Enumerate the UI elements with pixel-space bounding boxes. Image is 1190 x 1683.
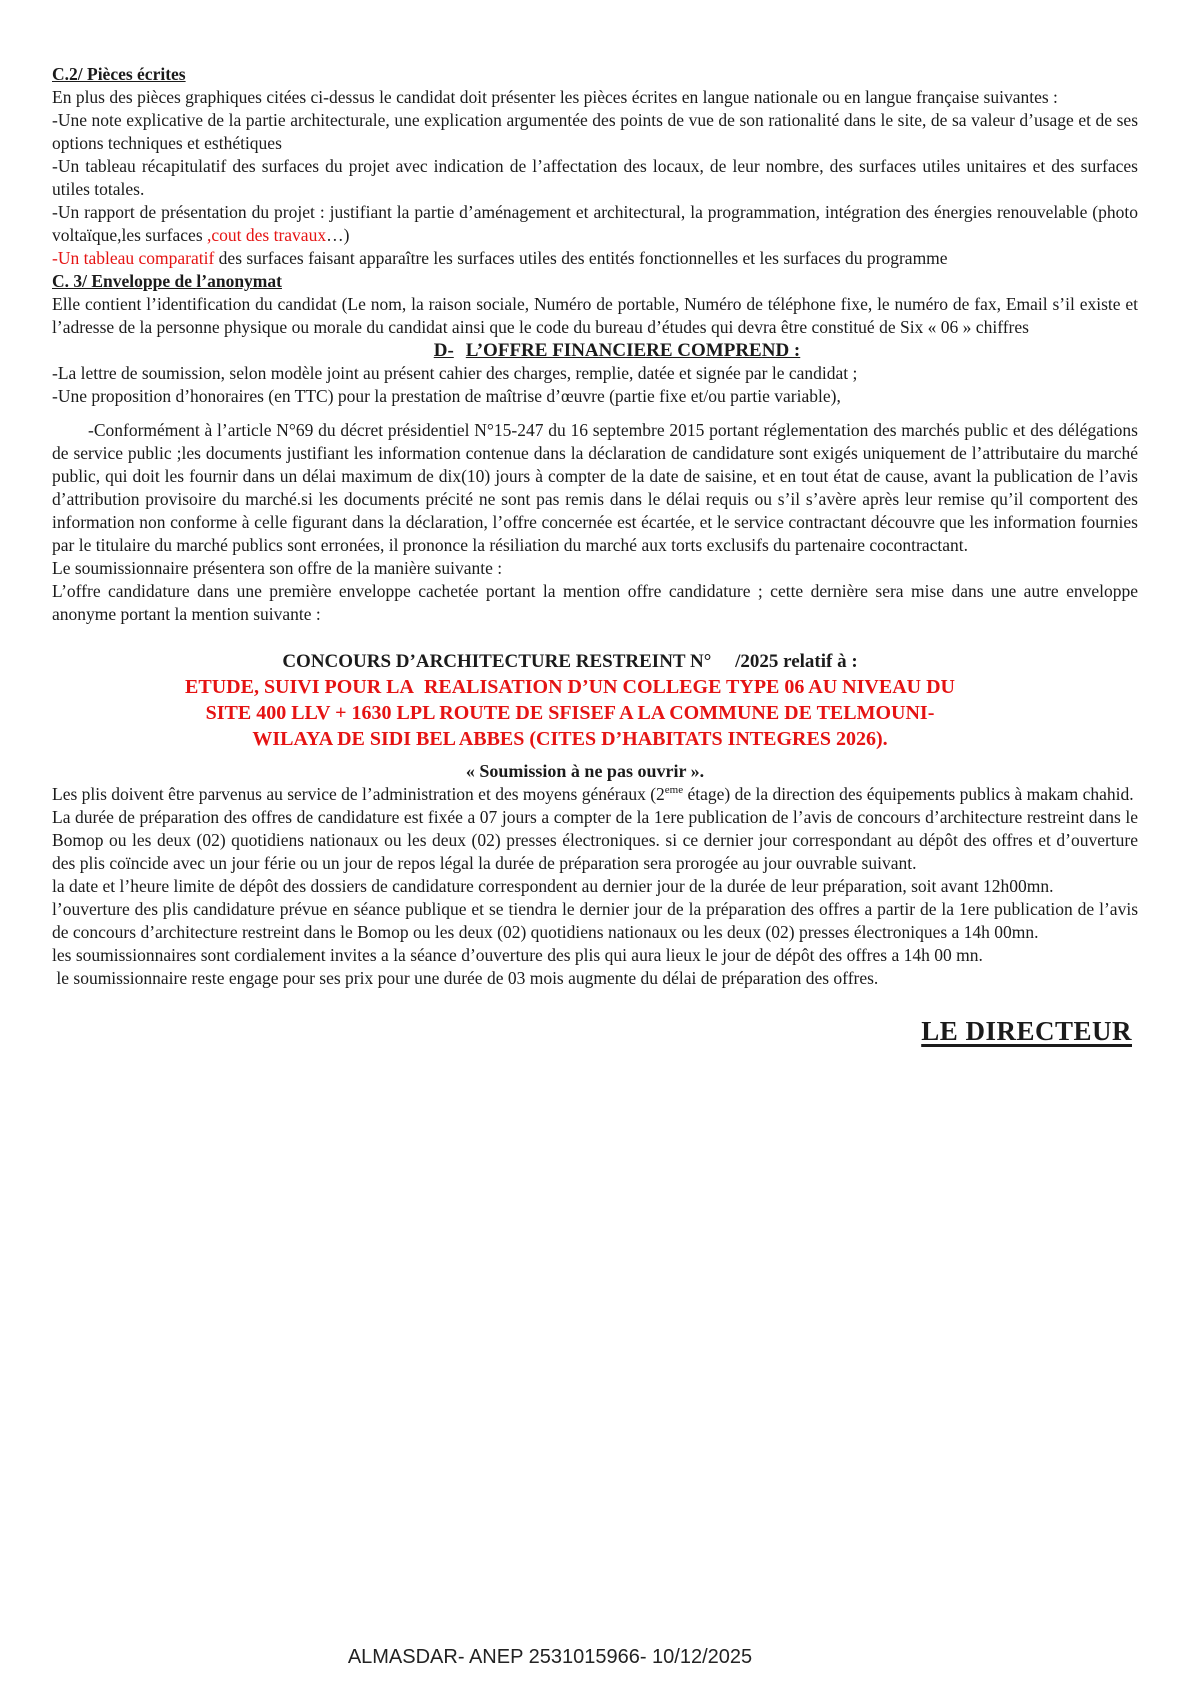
rapport-text-end: …) <box>326 225 350 245</box>
notice-title-concours: CONCOURS D’ARCHITECTURE RESTREINT N° /2025 relatif à : <box>282 651 858 672</box>
list-item-note-explicative: -Une note explicative de la partie architecturale, une explication argumentée des points de vue de son rationalité dans le site, de sa valeur d’usage et de ses options techniques et esthétiques <box>52 110 1138 153</box>
paragraph-conformement-article-69: -Conformément à l’article N°69 du décret présidentiel N°15-247 du 16 septembre 2015 portant réglementation des marchés public et des délégations de service public ;les documents justifiant les information contenue dans la déclaration de candidature sont exigés uniquement de l’attributaire du marché public, qui doit les fournir dans un délai maximum de dix(10) jours à compter de la date de saisine, et en tout état de cause, avant la publication de l’avis d’attribution provisoire du marché.si les documents précité ne sont pas remis dans le délai requis ou s’il s’avère après leur remise qu’il comportent des information non conforme à celle figurant dans la déclaration, l’offre concernée est écartée, et le service contractant découvre que les information fournies par le titulaire du marché publics sont erronées, il prononce la résiliation du marché aux torts exclusifs du partenaire cocontractant. <box>52 420 1138 555</box>
notice-block <box>52 649 1088 752</box>
notice-red-line-3: WILAYA DE SIDI BEL ABBES (CITES D’HABITATS INTEGRES 2026). <box>252 728 888 750</box>
list-item-proposition-honoraires: -Une proposition d’honoraires (en TTC) pour la prestation de maîtrise d’œuvre (partie fixe et/ou partie variable), <box>52 386 841 406</box>
list-item-rapport-presentation <box>52 201 1138 247</box>
footer-anep-reference: ALMASDAR- ANEP 2531015966- 10/12/2025 <box>347 1646 753 1668</box>
notice-red-line-1: ETUDE, SUIVI POUR LA REALISATION D’UN COLLEGE TYPE 06 AU NIVEAU DU <box>185 676 955 698</box>
superscript-eme: eme <box>664 784 684 797</box>
list-item-tableau-comparatif <box>52 247 1138 270</box>
red-text-tableau-comparatif: -Un tableau comparatif <box>52 248 215 268</box>
section-c3-heading-text: C. 3/ Enveloppe de l’anonymat <box>52 271 282 291</box>
paragraph-invitation-seance: les soumissionnaires sont cordialement invites a la séance d’ouverture des plis qui aura lieux le jour de dépôt des offres a 14h 00 mn. <box>52 945 983 965</box>
signature-le-directeur: LE DIRECTEUR <box>921 1016 1132 1046</box>
red-text-cout-travaux: ,cout des travaux <box>207 225 327 245</box>
list-item-lettre-soumission: -La lettre de soumission, selon modèle joint au présent cahier des charges, remplie, datée et signée par le candidat ; <box>52 363 858 383</box>
paragraph-ouverture-plis: l’ouverture des plis candidature prévue en séance publique et se tiendra le dernier jour de la préparation des offres a partir de la 1ere publication de l’avis de concours d’architecture restreint dans le Bomop ou les deux (02) quotidiens nationaux ou les deux (02) presses électroniques a 14h 00mn. <box>52 899 1138 942</box>
section-c2-heading-text: C.2/ Pièces écrites <box>52 64 186 84</box>
paragraph-enveloppe-candidature: L’offre candidature dans une première enveloppe cachetée portant la mention offre candidature ; cette dernière sera mise dans une autre enveloppe anonyme portant la mention suivante : <box>52 581 1138 624</box>
section-c3-heading <box>52 270 1138 293</box>
soumission-line: « Soumission à ne pas ouvrir ». <box>465 761 705 781</box>
notice-red-line-2: SITE 400 LLV + 1630 LPL ROUTE DE SFISEF A LA COMMUNE DE TELMOUNI- <box>205 702 935 724</box>
section-d-title: L’OFFRE FINANCIERE COMPREND : <box>465 340 801 361</box>
section-d-heading <box>52 339 1138 362</box>
plis-text-2: étage) de la direction des équipements publics à makam chahid. <box>683 784 1134 804</box>
paragraph-pieces-intro: En plus des pièces graphiques citées ci-dessus le candidat doit présenter les pièces écrites en langue nationale ou en langue française suivantes : <box>52 87 1058 107</box>
signature-block <box>52 1016 1138 1046</box>
paragraph-engagement-prix: le soumissionnaire reste engage pour ses prix pour une durée de 03 mois augmente du délai de préparation des offres. <box>52 968 879 988</box>
section-c2-heading <box>52 63 1138 86</box>
paragraph-plis-adresse <box>52 783 1138 806</box>
paragraph-enveloppe-anonymat: Elle contient l’identification du candidat (Le nom, la raison sociale, Numéro de portable, Numéro de téléphone fixe, le numéro de fax, Email s’il existe et l’adresse de la personne physique ou morale du candidat ainsi que le code du bureau d’études qui devra être constitué de Six « 06 » chiffres <box>52 294 1138 337</box>
paragraph-duree-preparation: La durée de préparation des offres de candidature est fixée a 07 jours a compter de la 1ere publication de l’avis de concours d’architecture restreint dans le Bomop ou les deux (02) quotidiens nationaux ou les deux (02) presses électroniques. si ce dernier jour correspondant au dépôt des offres et d’ouverture des plis coïncide avec un jour férie ou un jour de repos légal la durée de préparation sera prorogée au jour ouvrable suivant. <box>52 807 1138 873</box>
section-d-letter: D- <box>433 340 454 361</box>
plis-text-1: Les plis doivent être parvenus au service de l’administration et des moyens généraux (2 <box>52 784 665 804</box>
rapport-text-black: -Un rapport de présentation du projet : justifiant la partie d’aménagement et architectural, la programmation, intégration des énergies renouvelable (photo voltaïque,les surfaces <box>52 202 1138 245</box>
paragraph-presentation-offre: Le soumissionnaire présentera son offre de la manière suivante : <box>52 558 503 578</box>
list-item-tableau-recapitulatif: -Un tableau récapitulatif des surfaces du projet avec indication de l’affectation des locaux, de leur nombre, des surfaces utiles unitaires et des surfaces utiles totales. <box>52 156 1138 199</box>
document-page <box>52 63 1138 1046</box>
paragraph-date-limite: la date et l’heure limite de dépôt des dossiers de candidature correspondent au dernier jour de la durée de leur préparation, soit avant 12h00mn. <box>52 876 1054 896</box>
tableau-comparatif-text-black: des surfaces faisant apparaître les surfaces utiles des entités fonctionnelles et les surfaces du programme <box>214 248 948 268</box>
